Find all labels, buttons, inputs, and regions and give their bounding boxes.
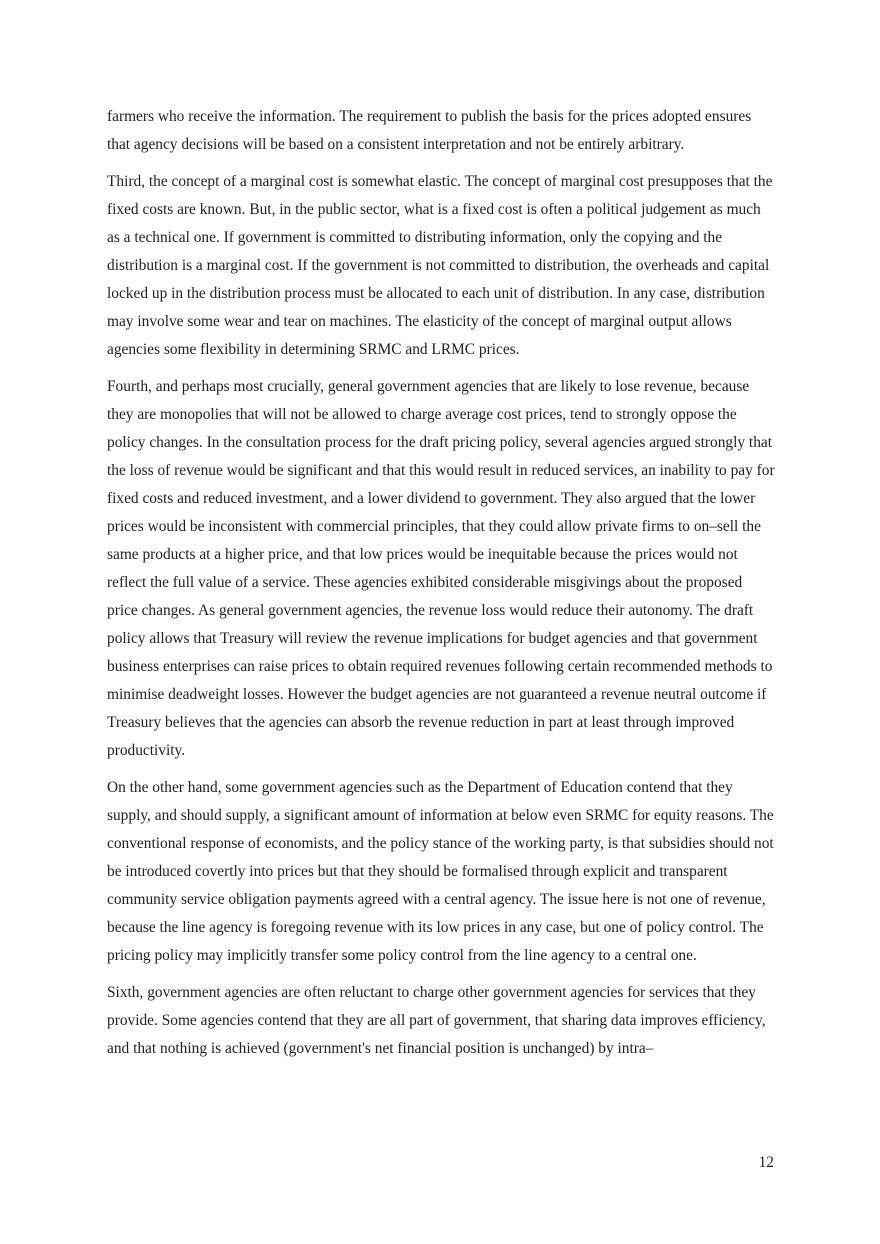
body-text bbox=[107, 103, 775, 1072]
page-number: 12 bbox=[758, 1154, 774, 1171]
paragraph-third-point: Third, the concept of a marginal cost is somewhat elastic. The concept of marginal cost presupposes that the fixed costs are known. But, in the public sector, what is a fixed cost is often a political judgement as much as a technical one. If government is committed to distributing information, only the copying and the distribution is a marginal cost. If the government is not committed to distribution, the overheads and capital locked up in the distribution process must be allocated to each unit of distribution. In any case, distribution may involve some wear and tear on machines. The elasticity of the concept of marginal output allows agencies some flexibility in determining SRMC and LRMC prices. bbox=[107, 173, 773, 358]
paragraph-fourth-point: Fourth, and perhaps most crucially, general government agencies that are likely to lose revenue, because they are monopolies that will not be allowed to charge average cost prices, tend to strongly oppose the policy changes. In the consultation process for the draft pricing policy, several agencies argued strongly that the loss of revenue would be significant and that this would result in reduced services, an inability to pay for fixed costs and reduced investment, and a lower dividend to government. They also argued that the lower prices would be inconsistent with commercial principles, that they could allow private firms to on–sell the same products at a higher price, and that low prices would be inequitable because the prices would not reflect the full value of a service. These agencies exhibited considerable misgivings about the proposed price changes. As general government agencies, the revenue loss would reduce their autonomy. The draft policy allows that Treasury will review the revenue implications for budget agencies and that government business enterprises can raise prices to obtain required revenues following certain recommended methods to minimise deadweight losses. However the budget agencies are not guaranteed a revenue neutral outcome if Treasury believes that the agencies can absorb the revenue reduction in part at least through improved productivity. bbox=[107, 378, 775, 759]
paragraph-sixth-point: Sixth, government agencies are often reluctant to charge other government agencies for services that they provide. Some agencies contend that they are all part of government, that sharing data improves efficiency, and that nothing is achieved (government's net financial position is unchanged) by intra– bbox=[107, 984, 766, 1057]
paragraph-continuation: farmers who receive the information. The requirement to publish the basis for the prices adopted ensures that agency decisions will be based on a consistent interpretation and not be entirely arbitrary. bbox=[107, 108, 752, 153]
paragraph-other-hand: On the other hand, some government agencies such as the Department of Education contend that they supply, and should supply, a significant amount of information at below even SRMC for equity reasons. The conventional response of economists, and the policy stance of the working party, is that subsidies should not be introduced covertly into prices but that they should be formalised through explicit and transparent community service obligation payments agreed with a central agency. The issue here is not one of revenue, because the line agency is foregoing revenue with its low prices in any case, but one of policy control. The pricing policy may implicitly transfer some policy control from the line agency to a central one. bbox=[107, 779, 774, 964]
